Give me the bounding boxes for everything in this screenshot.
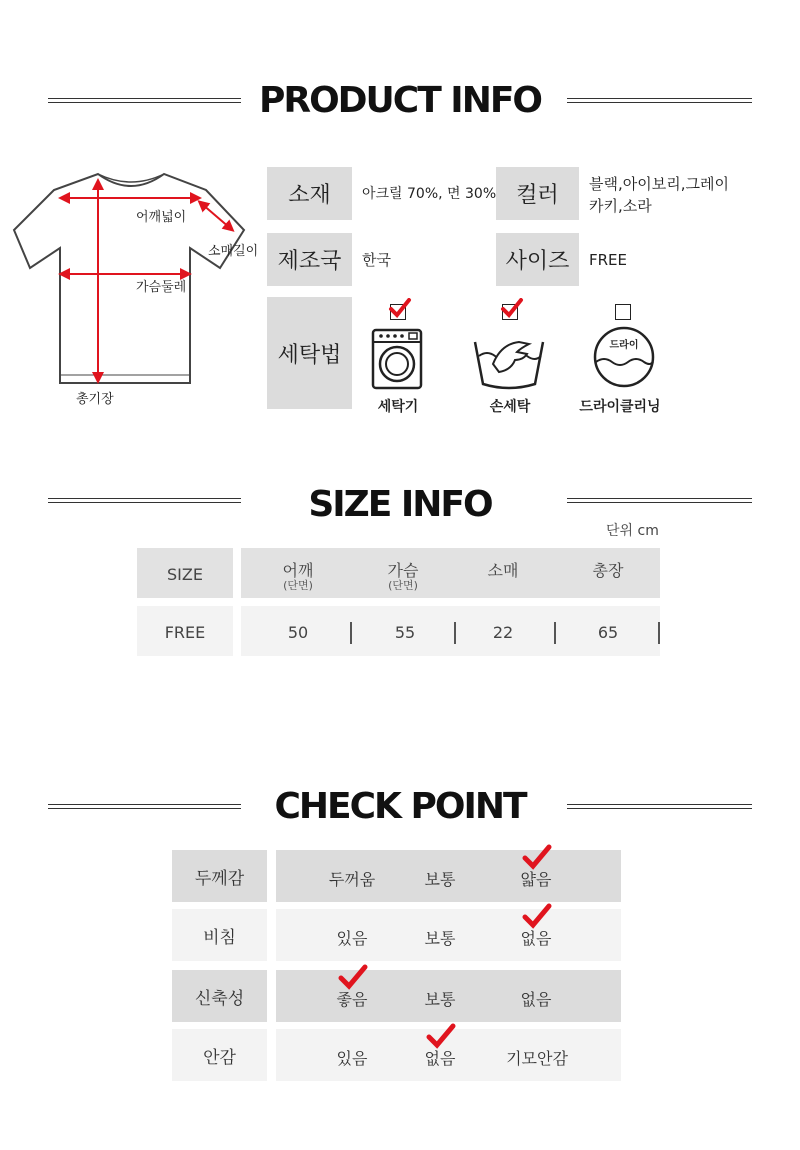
origin-label: 제조국: [267, 233, 352, 286]
column-name: 가슴: [387, 561, 419, 580]
dry-clean-checkbox: [615, 304, 631, 320]
check-option: 없음: [520, 990, 552, 1009]
size-value: FREE: [589, 251, 628, 269]
column-header: [248, 562, 348, 592]
check-option: 두꺼움: [328, 870, 376, 889]
column-sub: (단면): [283, 579, 313, 592]
checkmark-icon: [388, 298, 412, 320]
check-option: 보통: [424, 929, 456, 948]
check-row-label: 안감: [172, 1029, 267, 1081]
column-header: [353, 562, 453, 592]
material-value: 아크릴 70%, 면 30%: [362, 186, 497, 202]
size-value-cell: 50: [287, 623, 309, 642]
check-row-label: 비침: [172, 909, 267, 961]
check-row-label: 두께감: [172, 850, 267, 902]
unit-label: 단위 cm: [606, 523, 659, 539]
color-label: 컬러: [496, 167, 579, 220]
size-info-title: SIZE INFO: [308, 484, 492, 525]
origin-value: 한국: [362, 251, 391, 269]
material-label: 소재: [267, 167, 352, 220]
tshirt-diagram: [10, 168, 260, 390]
size-row-label: FREE: [164, 623, 206, 642]
shoulder-label: 어깨넓이: [136, 210, 187, 225]
column-header: [453, 562, 553, 580]
chest-label: 가슴둘레: [136, 280, 187, 295]
wash-label: 세탁법: [267, 297, 352, 409]
check-option: 있음: [336, 929, 368, 948]
column-name: 총장: [592, 561, 624, 580]
dry-clean-icon-text: 드라이: [609, 340, 639, 351]
check-point-title: CHECK POINT: [274, 786, 526, 827]
color-value-line2: 카키,소라: [589, 197, 652, 215]
column-divider: [350, 622, 352, 644]
check-option: 없음: [424, 1049, 456, 1068]
sleeve-label: 소매길이: [208, 244, 259, 259]
column-name: 소매: [487, 561, 519, 580]
selected-checkmark-icon: [522, 903, 552, 929]
dry-clean-label: 드라이클리닝: [579, 399, 661, 415]
check-option: 기모안감: [506, 1049, 568, 1068]
selected-checkmark-icon: [522, 844, 552, 870]
hand-wash-label: 손세탁: [489, 399, 531, 415]
check-option: 없음: [520, 929, 552, 948]
size-label: 사이즈: [496, 233, 579, 286]
column-sub: (단면): [388, 579, 418, 592]
title-rule-right: [567, 804, 752, 809]
hand-wash-icon: [471, 334, 547, 392]
size-value-cell: 22: [492, 623, 514, 642]
check-option: 있음: [336, 1049, 368, 1068]
check-option: 얇음: [520, 870, 552, 889]
title-rule-right: [567, 498, 752, 503]
check-row-label: 신축성: [172, 970, 267, 1022]
check-option: 좋음: [336, 990, 368, 1009]
column-divider: [658, 622, 660, 644]
washing-machine-label: 세탁기: [377, 399, 419, 415]
check-option: 보통: [424, 990, 456, 1009]
product-info-title: PRODUCT INFO: [258, 80, 542, 121]
length-label: 총기장: [76, 392, 114, 407]
column-name: 어깨: [282, 561, 314, 580]
selected-checkmark-icon: [426, 1023, 456, 1049]
color-value-line1: 블랙,아이보리,그레이: [589, 175, 729, 193]
selected-checkmark-icon: [338, 964, 368, 990]
dry-clean-icon: [590, 326, 658, 388]
size-value-cell: 65: [597, 623, 619, 642]
size-header-label: SIZE: [167, 565, 203, 584]
check-option: 보통: [424, 870, 456, 889]
size-value-cell: 55: [394, 623, 416, 642]
title-rule-right: [567, 98, 752, 103]
washing-machine-icon: [371, 328, 423, 390]
checkmark-icon: [500, 298, 524, 320]
tshirt-outline: [14, 174, 244, 383]
column-divider: [554, 622, 556, 644]
column-header: [558, 562, 658, 580]
